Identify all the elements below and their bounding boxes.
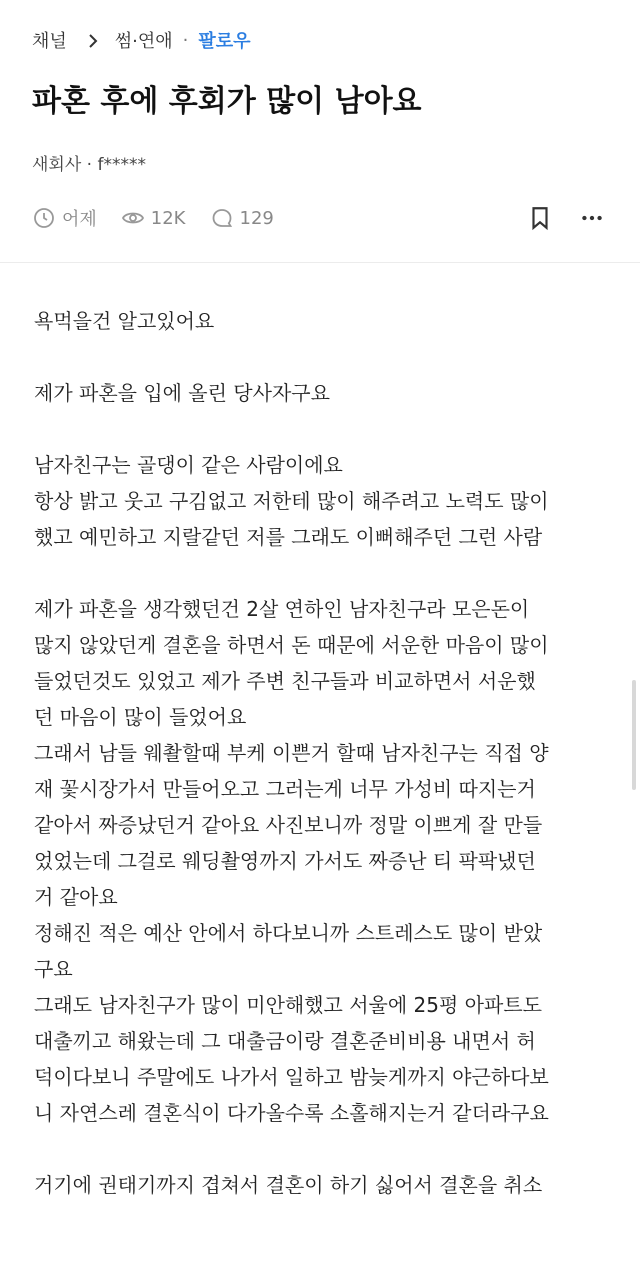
text-line: 그래도 남자친구가 많이 미안해했고 서울에 25평 아파트도 — [34, 993, 542, 1017]
clock-icon — [32, 206, 56, 230]
post-actions — [504, 202, 608, 234]
eye-icon — [121, 206, 145, 230]
text-line: 구요 — [34, 957, 73, 981]
bookmark-icon — [527, 205, 553, 231]
more-horizontal-icon — [579, 205, 605, 231]
text-line: 었었는데 그걸로 웨딩촬영까지 가서도 짜증난 티 팍팍냈던 — [34, 849, 536, 873]
scrollbar[interactable] — [632, 680, 636, 790]
text-line: 제가 파혼을 입에 올린 당사자구요 — [34, 381, 330, 405]
chevron-right-icon — [81, 30, 105, 51]
text-line: 정해진 적은 예산 안에서 하다보니까 스트레스도 많이 받았 — [34, 921, 543, 945]
text-line: 항상 밝고 웃고 구김없고 저한테 많이 해주려고 노력도 많이 — [34, 489, 549, 513]
text-line: 던 마음이 많이 들었어요 — [34, 705, 247, 729]
text-line: 덕이다보니 주말에도 나가서 일하고 밤늦게까지 야근하다보 — [34, 1065, 549, 1089]
text-line: 같아서 짜증났던거 같아요 사진보니까 정말 이쁘게 잘 만들 — [34, 813, 543, 837]
text-line: 욕먹을건 알고있어요 — [34, 309, 215, 333]
paragraph — [34, 1167, 606, 1203]
comment-icon — [210, 206, 234, 230]
post-author[interactable]: 새회사 · f***** — [32, 155, 146, 175]
text-line: 니 자연스레 결혼식이 다가올수록 소홀해지는거 같더라구요 — [34, 1101, 549, 1125]
paragraph — [34, 375, 606, 411]
post-title: 파혼 후에 후회가 많이 남아요 — [32, 84, 422, 119]
post-meta — [32, 202, 608, 234]
post-views — [121, 206, 186, 230]
separator-dot: · — [182, 29, 189, 51]
post-comments-count: 129 — [239, 207, 274, 229]
text-line: 재 꽃시장가서 만들어오고 그러는게 너무 가성비 따지는거 — [34, 777, 536, 801]
text-line: 제가 파혼을 생각했던건 2살 연하인 남자친구라 모은돈이 — [34, 597, 530, 621]
breadcrumb — [32, 0, 608, 60]
breadcrumb-category[interactable]: 썸·연애 — [114, 31, 173, 52]
bookmark-button[interactable] — [524, 202, 556, 234]
text-line: 했고 예민하고 지랄같던 저를 그래도 이뻐해주던 그런 사람 — [34, 525, 543, 549]
paragraph — [34, 303, 606, 339]
text-line: 그래서 남들 웨촬할때 부케 이쁜거 할때 남자친구는 직접 양 — [34, 741, 549, 765]
post-time — [32, 205, 97, 231]
text-line: 들었던것도 있었고 제가 주변 친구들과 비교하면서 서운했 — [34, 669, 536, 693]
more-button[interactable] — [576, 202, 608, 234]
follow-button[interactable]: 팔로우 — [198, 31, 251, 52]
text-line: 거 같아요 — [34, 885, 118, 909]
text-line: 대출끼고 해왔는데 그 대출금이랑 결혼준비비용 내면서 허 — [34, 1029, 536, 1053]
paragraph — [34, 447, 606, 555]
post-views-count: 12K — [150, 207, 186, 229]
breadcrumb-channel[interactable]: 채널 — [32, 31, 67, 52]
text-line: 남자친구는 골댕이 같은 사람이에요 — [34, 453, 343, 477]
post-time-label: 어제 — [62, 209, 97, 230]
text-line: 거기에 권태기까지 겹쳐서 결혼이 하기 싫어서 결혼을 취소 — [34, 1173, 543, 1197]
post-header — [0, 0, 640, 234]
paragraph — [34, 591, 606, 1131]
post-comments[interactable] — [210, 206, 274, 230]
post-body — [0, 263, 640, 1203]
text-line: 많지 않았던게 결혼을 하면서 돈 때문에 서운한 마음이 많이 — [34, 633, 549, 657]
